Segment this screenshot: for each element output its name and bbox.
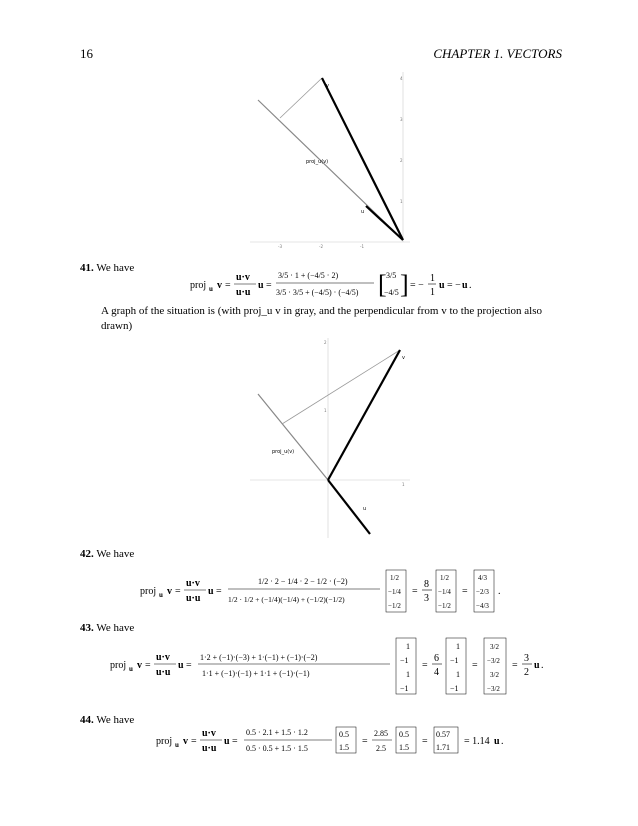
svg-text:3: 3	[424, 593, 429, 604]
fig2-proj-line	[258, 394, 328, 480]
svg-text:1.71: 1.71	[436, 743, 450, 752]
fig2-tick-y1: 2	[324, 340, 327, 345]
svg-text:= −: = −	[410, 280, 424, 291]
svg-text:4: 4	[434, 667, 439, 678]
svg-text:−3/2: −3/2	[487, 657, 500, 665]
svg-text:−1: −1	[450, 656, 459, 665]
fig1-tick-y1: 2	[400, 158, 403, 163]
problem-number: 44.	[80, 714, 94, 726]
svg-text:1: 1	[430, 287, 435, 298]
svg-text:]: ]	[400, 270, 409, 299]
svg-text:=: =	[266, 280, 272, 291]
svg-text:−4/3: −4/3	[476, 602, 489, 610]
svg-text:proj: proj	[156, 736, 173, 747]
svg-text:=: =	[232, 736, 238, 747]
fig2-label-v: v	[402, 355, 405, 361]
svg-text:proj: proj	[140, 586, 157, 597]
svg-text:6: 6	[434, 653, 439, 664]
svg-text:=: =	[145, 660, 151, 671]
svg-text:u·v: u·v	[202, 728, 216, 739]
fig2-tick-x0: 1	[402, 482, 405, 487]
problem-number: 41.	[80, 262, 94, 274]
svg-text:v: v	[167, 586, 172, 597]
svg-text:3/5 · 3/5 + (−4/5) · (−4/5): 3/5 · 3/5 + (−4/5) · (−4/5)	[276, 288, 359, 297]
fig2-label-proj: proj_u(v)	[272, 449, 295, 455]
chapter-title: CHAPTER 1. VECTORS	[433, 46, 562, 61]
svg-text:u: u	[462, 280, 468, 291]
svg-text:=: =	[472, 660, 478, 671]
problem-number: 43.	[80, 622, 94, 634]
fig1-label-v: v	[326, 83, 329, 89]
svg-text:u·v: u·v	[186, 578, 200, 589]
svg-text:1·1 + (−1)·(−1) + 1·1 + (−1)·(: 1·1 + (−1)·(−1) + 1·1 + (−1)·(−1)	[202, 669, 310, 678]
problem-41-heading	[80, 262, 134, 274]
svg-text:u·u: u·u	[156, 667, 171, 678]
figure-1	[250, 72, 420, 252]
problem-intro: We have	[96, 262, 135, 274]
svg-text:−2/3: −2/3	[476, 588, 489, 596]
svg-text:u·u: u·u	[186, 593, 201, 604]
svg-text:u: u	[159, 591, 163, 599]
svg-text:v: v	[137, 660, 142, 671]
svg-text:=: =	[191, 736, 197, 747]
page-number: 16	[80, 46, 93, 61]
svg-text:2.5: 2.5	[376, 744, 386, 753]
svg-text:=: =	[186, 660, 192, 671]
svg-text:1/2: 1/2	[390, 574, 399, 582]
fig2-tick-y0: 1	[324, 408, 327, 413]
problem-intro: We have	[96, 548, 135, 560]
fig1-tick-y3: 4	[400, 76, 403, 81]
fig1-tick-x2: -1	[360, 244, 364, 249]
svg-text:u: u	[224, 736, 230, 747]
svg-text:=: =	[412, 586, 418, 597]
svg-text:=: =	[362, 736, 368, 747]
svg-text:u·u: u·u	[202, 743, 217, 754]
svg-text:8: 8	[424, 579, 429, 590]
fig1-tick-y0: 1	[400, 199, 403, 204]
svg-text:u·v: u·v	[236, 272, 250, 283]
problem-44-equation	[156, 722, 516, 758]
problem-44-heading	[80, 714, 134, 726]
svg-text:1: 1	[406, 642, 410, 651]
problem-41-equation	[190, 266, 490, 302]
svg-text:1/2: 1/2	[440, 574, 449, 582]
fig1-v-vector	[322, 78, 403, 240]
svg-text:3: 3	[524, 653, 529, 664]
svg-text:=: =	[462, 586, 468, 597]
svg-text:u: u	[208, 586, 214, 597]
svg-text:u: u	[178, 660, 184, 671]
svg-text:0.5: 0.5	[339, 730, 349, 739]
svg-text:=: =	[512, 660, 518, 671]
svg-text:u: u	[439, 280, 445, 291]
svg-text:u: u	[534, 660, 540, 671]
svg-text:=: =	[225, 280, 231, 291]
svg-text:.: .	[501, 736, 504, 747]
svg-text:= −: = −	[447, 280, 461, 291]
fig1-u-vector	[366, 206, 403, 240]
svg-text:1.5: 1.5	[399, 743, 409, 752]
svg-text:u: u	[494, 736, 500, 747]
svg-text:v: v	[217, 280, 222, 291]
svg-text:−1/2: −1/2	[438, 602, 451, 610]
svg-text:u·v: u·v	[156, 652, 170, 663]
svg-text:0.5: 0.5	[399, 730, 409, 739]
fig1-label-proj: proj_u(v)	[306, 159, 329, 165]
svg-text:1: 1	[456, 670, 460, 679]
svg-text:−1: −1	[450, 684, 459, 693]
problem-42-equation	[140, 566, 540, 616]
svg-text:2.85: 2.85	[374, 729, 388, 738]
svg-text:u: u	[209, 285, 213, 293]
svg-text:=: =	[422, 736, 428, 747]
svg-text:−3/2: −3/2	[487, 685, 500, 693]
svg-text:1: 1	[456, 642, 460, 651]
svg-text:−1/2: −1/2	[388, 602, 401, 610]
svg-text:1/2 · 2 − 1/4 · 2 − 1/2 · (−2): 1/2 · 2 − 1/4 · 2 − 1/2 · (−2)	[258, 577, 348, 586]
svg-text:0.5 · 2.1 + 1.5 · 1.2: 0.5 · 2.1 + 1.5 · 1.2	[246, 728, 308, 737]
svg-text:=: =	[422, 660, 428, 671]
svg-text:1/2 · 1/2 + (−1/4)(−1/4) + (−1: 1/2 · 1/2 + (−1/4)(−1/4) + (−1/2)(−1/2)	[228, 595, 345, 604]
svg-text:0.5 · 0.5 + 1.5 · 1.5: 0.5 · 0.5 + 1.5 · 1.5	[246, 744, 308, 753]
svg-text:u: u	[258, 280, 264, 291]
svg-text:1.5: 1.5	[339, 743, 349, 752]
svg-text:−1/4: −1/4	[438, 588, 451, 596]
svg-text:3/2: 3/2	[490, 643, 499, 651]
fig2-label-u: u	[363, 506, 367, 512]
svg-text:1: 1	[406, 670, 410, 679]
problem-41-note: A graph of the situation is (with proj_u v in gray, and the perpendicular from v to the projection also drawn)	[101, 305, 543, 332]
fig1-tick-y2: 3	[400, 117, 403, 122]
svg-text:4/3: 4/3	[478, 574, 487, 582]
svg-text:.: .	[469, 280, 472, 291]
problem-number: 42.	[80, 548, 94, 560]
svg-text:=: =	[175, 586, 181, 597]
svg-text:u: u	[129, 665, 133, 673]
problem-intro: We have	[96, 622, 135, 634]
problem-intro: We have	[96, 714, 135, 726]
figure-2	[250, 338, 420, 538]
svg-text:.: .	[541, 660, 544, 671]
svg-text:.: .	[498, 586, 501, 597]
svg-text:−1/4: −1/4	[388, 588, 401, 596]
svg-text:proj: proj	[190, 280, 207, 291]
svg-text:−1: −1	[400, 656, 409, 665]
fig2-perp-line	[282, 350, 400, 424]
svg-text:−1: −1	[400, 684, 409, 693]
svg-text:1·2 + (−1)·(−3) + 1·(−1) + (−1: 1·2 + (−1)·(−3) + 1·(−1) + (−1)·(−2)	[200, 653, 318, 662]
problem-42-heading	[80, 548, 134, 560]
svg-text:2: 2	[524, 667, 529, 678]
svg-text:−4/5: −4/5	[384, 288, 399, 297]
fig1-tick-x1: -2	[319, 244, 323, 249]
svg-text:1: 1	[430, 273, 435, 284]
svg-text:proj: proj	[110, 660, 127, 671]
svg-text:3/5: 3/5	[386, 271, 397, 280]
svg-text:=: =	[216, 586, 222, 597]
problem-43-equation	[110, 634, 570, 698]
problem-43-heading	[80, 622, 134, 634]
fig1-tick-x0: -3	[278, 244, 282, 249]
svg-text:3/2: 3/2	[490, 671, 499, 679]
svg-text:3/5 · 1 + (−4/5 · 2): 3/5 · 1 + (−4/5 · 2)	[278, 271, 339, 280]
fig1-label-u: u	[361, 209, 365, 215]
fig2-v-vector	[328, 350, 400, 480]
svg-text:= 1.14: = 1.14	[464, 736, 490, 747]
svg-text:u: u	[175, 741, 179, 749]
fig1-perp-line	[280, 78, 322, 118]
svg-text:[: [	[378, 270, 387, 299]
svg-text:0.57: 0.57	[436, 730, 450, 739]
svg-text:u·u: u·u	[236, 287, 251, 298]
svg-text:v: v	[183, 736, 188, 747]
